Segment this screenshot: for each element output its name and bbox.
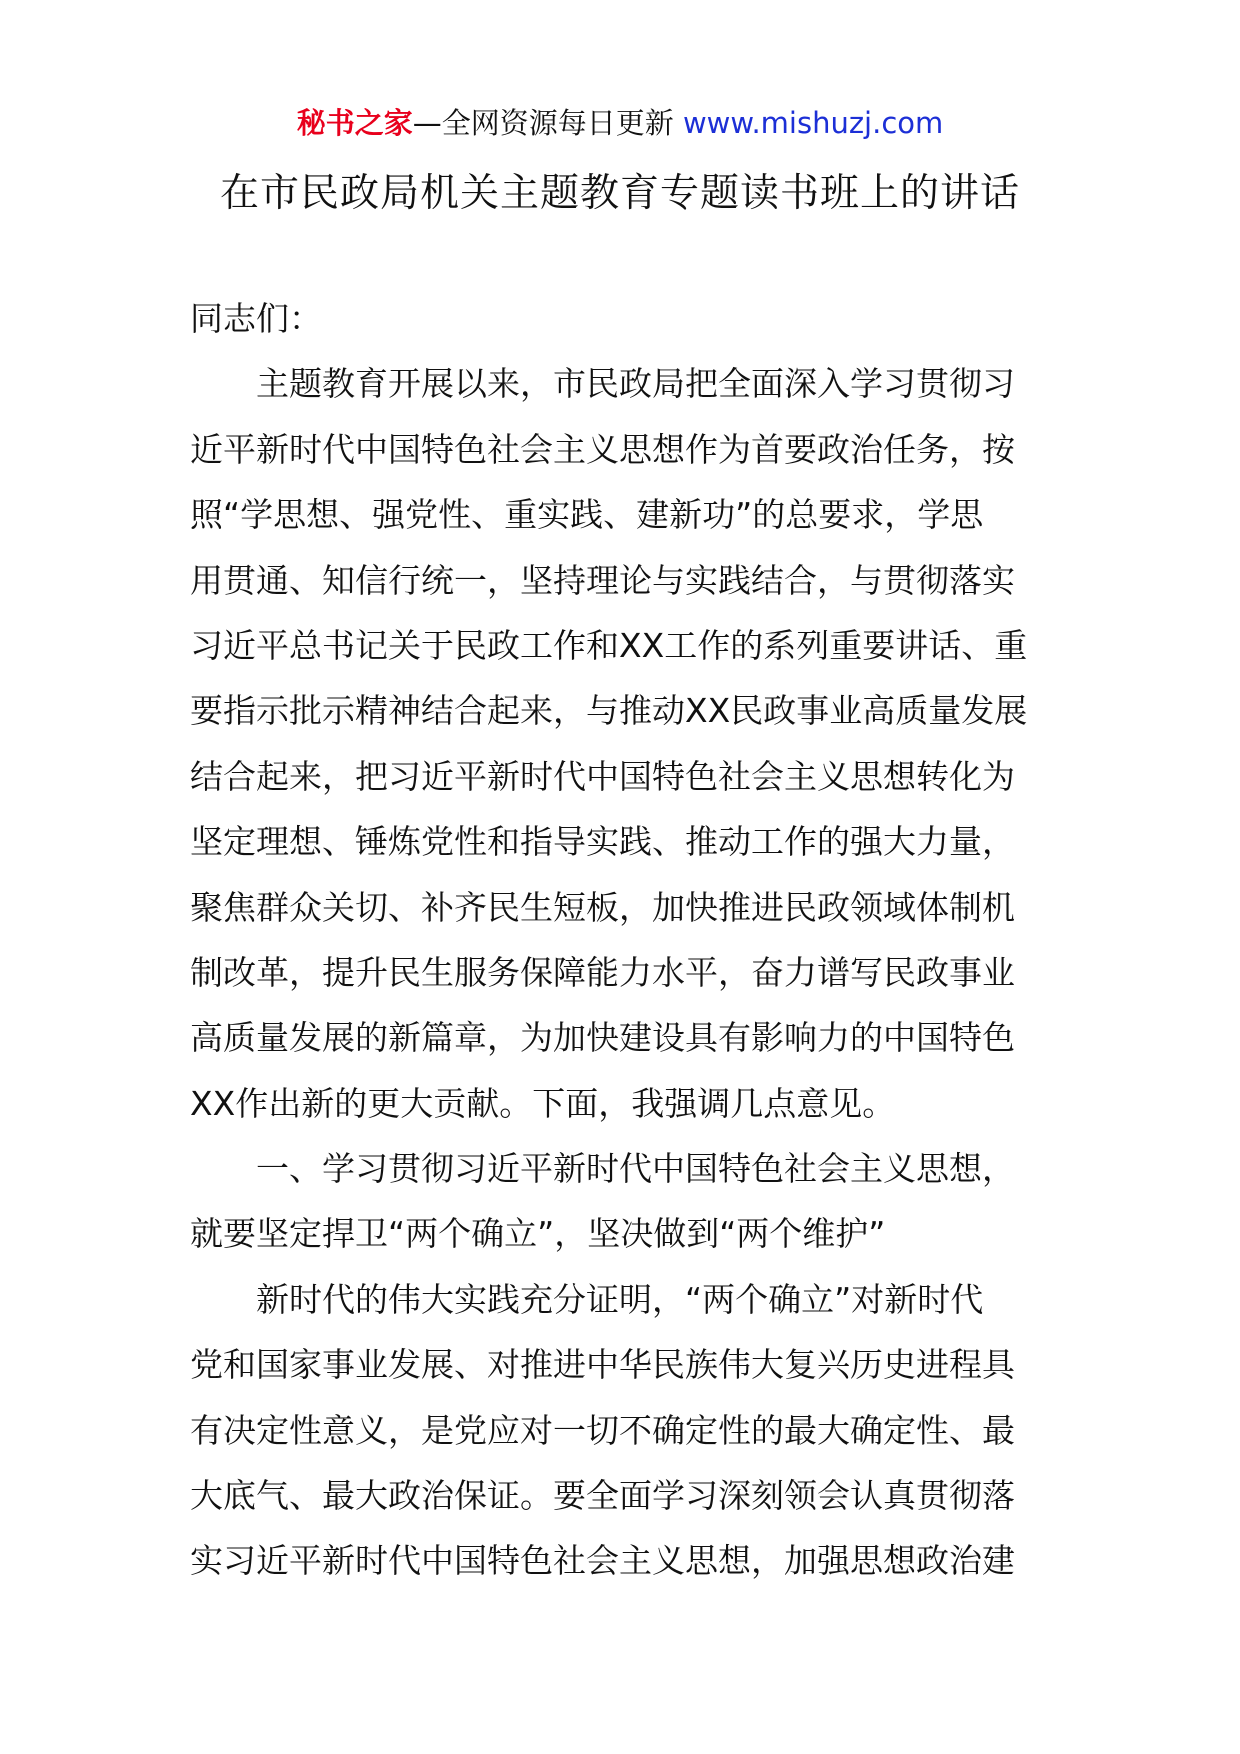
document-title: 在市民政局机关主题教育专题读书班上的讲话 <box>219 171 1020 216</box>
paragraph-line: 要指示批示精神结合起来，与推动XX民政事业高质量发展 <box>190 691 1028 731</box>
paragraph-line: 大底气、最大政治保证。要全面学习深刻领会认真贯彻落 <box>190 1476 1015 1516</box>
section-heading-line: 就要坚定捍卫“两个确立”，坚决做到“两个维护” <box>190 1214 886 1254</box>
paragraph-line: 照“学思想、强党性、重实践、建新功”的总要求，学思 <box>190 495 984 535</box>
paragraph-line: 制改革，提升民生服务保障能力水平，奋力谱写民政事业 <box>190 952 1015 992</box>
paragraph-line: 新时代的伟大实践充分证明，“两个确立”对新时代 <box>256 1279 984 1319</box>
paragraph-line: 高质量发展的新篇章，为加快建设具有影响力的中国特色 <box>190 1018 1015 1058</box>
paragraph-line: 主题教育开展以来，市民政局把全面深入学习贯彻习 <box>256 364 1015 404</box>
header-dash: — <box>412 106 442 140</box>
paragraph-line: 实习近平新时代中国特色社会主义思想，加强思想政治建 <box>190 1541 1015 1581</box>
paragraph-line: 聚焦群众关切、补齐民生短板，加快推进民政领域体制机 <box>190 887 1015 927</box>
paragraph-line: 近平新时代中国特色社会主义思想作为首要政治任务，按 <box>190 429 1015 469</box>
watermark-header <box>0 103 1240 143</box>
paragraph-line: 有决定性意义，是党应对一切不确定性的最大确定性、最 <box>190 1410 1015 1450</box>
paragraph-line: 用贯通、知信行统一，坚持理论与实践结合，与贯彻落实 <box>190 560 1015 600</box>
paragraph-line: 党和国家事业发展、对推进中华民族伟大复兴历史进程具 <box>190 1345 1015 1385</box>
paragraph-line: 坚定理想、锤炼党性和指导实践、推动工作的强大力量， <box>190 822 1015 862</box>
header-slogan: 全网资源每日更新 <box>441 106 674 140</box>
section-heading-line: 一、学习贯彻习近平新时代中国特色社会主义思想， <box>256 1149 1015 1189</box>
paragraph-line: 结合起来，把习近平新时代中国特色社会主义思想转化为 <box>190 756 1015 796</box>
salutation: 同志们： <box>190 299 322 338</box>
paragraph-line: XX作出新的更大贡献。下面，我强调几点意见。 <box>190 1083 896 1123</box>
brand-name: 秘书之家 <box>296 106 413 140</box>
paragraph-line: 习近平总书记关于民政工作和XX工作的系列重要讲话、重 <box>190 625 1028 665</box>
document-body <box>190 297 1052 1605</box>
header-url-link[interactable]: www.mishuzj.com <box>682 106 944 140</box>
